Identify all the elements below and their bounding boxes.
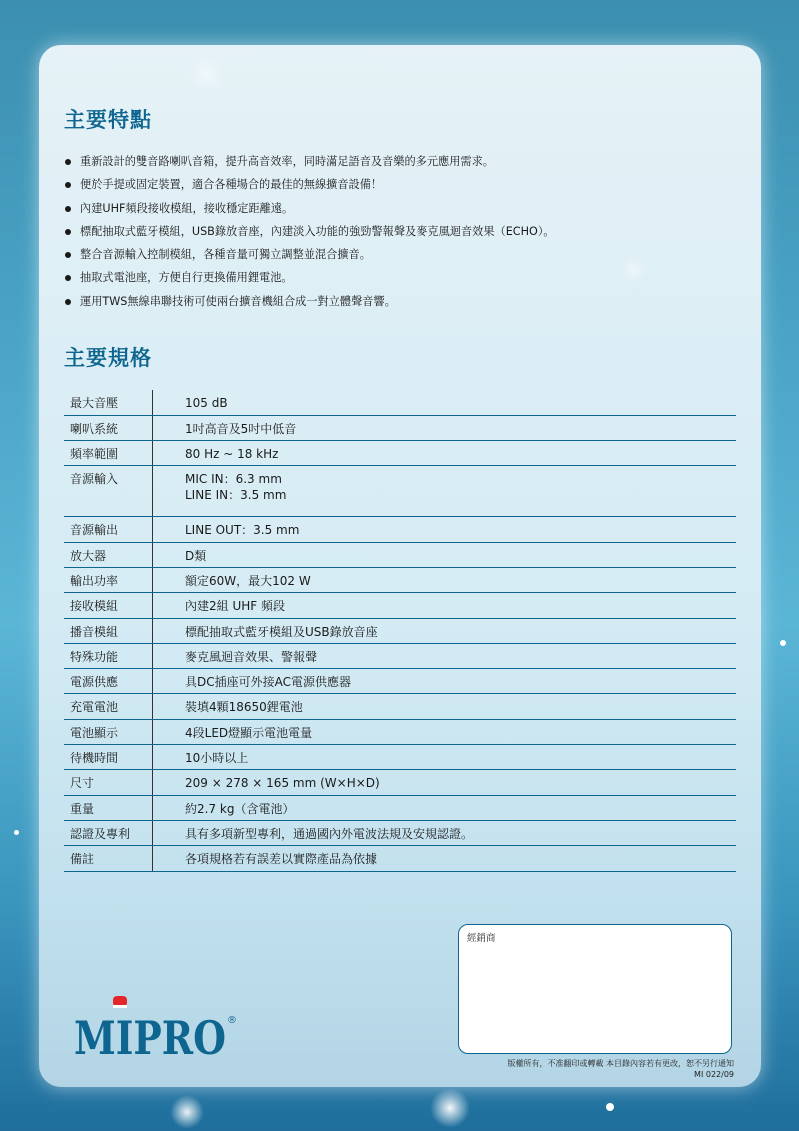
logo-registered-mark: ® [227, 1015, 237, 1026]
table-row [64, 517, 736, 542]
table-row [64, 669, 736, 694]
spec-label: 喇叭系統 [64, 415, 153, 440]
spec-value: 105 dB [153, 390, 737, 415]
spec-label: 尺寸 [64, 770, 153, 795]
spec-value: 具有多項新型專利，通過國內外電波法規及安規認證。 [153, 820, 737, 845]
spec-value: 額定60W，最大102 W [153, 567, 737, 592]
spec-value-line: MIC IN：6.3 mm [185, 472, 282, 487]
dealer-box [458, 924, 732, 1054]
spec-value: 1吋高音及5吋中低音 [153, 415, 737, 440]
table-row [64, 745, 736, 770]
table-row [64, 390, 736, 415]
features-list [64, 150, 744, 313]
spec-value: 約2.7 kg（含電池） [153, 795, 737, 820]
table-row [64, 820, 736, 845]
table-row [64, 441, 736, 466]
table-row [64, 770, 736, 795]
table-row [64, 643, 736, 668]
table-row [64, 795, 736, 820]
spec-value: 標配抽取式藍牙模組及USB錄放音座 [153, 618, 737, 643]
dealer-label: 經銷商 [467, 933, 496, 944]
table-row [64, 542, 736, 567]
spec-value: 10小時以上 [153, 745, 737, 770]
table-row [64, 593, 736, 618]
spec-label: 認證及專利 [64, 820, 153, 845]
spec-value-line: LINE IN：3.5 mm [185, 488, 287, 503]
mipro-logo [74, 996, 239, 1058]
spec-value: 209 × 278 × 165 mm (W×H×D) [153, 770, 737, 795]
spec-label: 電池顯示 [64, 719, 153, 744]
table-row [64, 415, 736, 440]
spec-value: 麥克風迴音效果、警報聲 [153, 643, 737, 668]
spec-value: LINE OUT：3.5 mm [153, 517, 737, 542]
spec-value: 80 Hz ~ 18 kHz [153, 441, 737, 466]
spec-label: 播音模組 [64, 618, 153, 643]
sparkle-decoration [780, 640, 786, 646]
feature-item: 抽取式電池座，方便自行更換備用鋰電池。 [64, 266, 744, 289]
spec-label: 輸出功率 [64, 567, 153, 592]
table-row [64, 719, 736, 744]
table-row [64, 618, 736, 643]
logo-text: MIPRO [74, 1011, 226, 1058]
features-heading: 主要特點 [64, 108, 152, 132]
feature-item: 標配抽取式藍牙模組，USB錄放音座，內建淡入功能的強勁警報聲及麥克風迴音效果（ECHO）。 [64, 220, 744, 243]
spec-table [64, 390, 736, 872]
spec-label: 接收模組 [64, 593, 153, 618]
copyright-notice: 版權所有，不准翻印或轉載 本目錄內容若有更改，恕不另行通知 [507, 1059, 734, 1068]
spec-label: 電源供應 [64, 669, 153, 694]
document-code: MI 022/09 [694, 1070, 734, 1079]
table-row [64, 567, 736, 592]
feature-item: 整合音源輸入控制模組，各種音量可獨立調整並混合擴音。 [64, 243, 744, 266]
spec-label: 音源輸入 [64, 466, 153, 517]
spec-value: 內建2組 UHF 頻段 [153, 593, 737, 618]
sparkle-decoration [14, 830, 19, 835]
spec-value [153, 466, 737, 517]
spec-value: 具DC插座可外接AC電源供應器 [153, 669, 737, 694]
specs-heading: 主要規格 [64, 346, 152, 370]
spec-label: 特殊功能 [64, 643, 153, 668]
spec-label: 頻率範圍 [64, 441, 153, 466]
table-row [64, 694, 736, 719]
feature-item: 便於手提或固定裝置，適合各種場合的最佳的無線擴音設備！ [64, 173, 744, 196]
sparkle-decoration [606, 1103, 614, 1111]
spec-value: 各項規格若有誤差以實際產品為依據 [153, 846, 737, 871]
feature-item: 重新設計的雙音路喇叭音箱，提升高音效率，同時滿足語音及音樂的多元應用需求。 [64, 150, 744, 173]
logo-red-cap-band [113, 1005, 127, 1008]
spec-value: 裝填4顆18650鋰電池 [153, 694, 737, 719]
feature-item: 運用TWS無線串聯技術可使兩台擴音機組合成一對立體聲音響。 [64, 290, 744, 313]
spec-label: 放大器 [64, 542, 153, 567]
spec-label: 待機時間 [64, 745, 153, 770]
spec-value: D類 [153, 542, 737, 567]
sparkle-decoration [430, 1088, 470, 1128]
spec-value: 4段LED燈顯示電池電量 [153, 719, 737, 744]
sparkle-decoration [170, 1095, 204, 1129]
feature-item: 內建UHF頻段接收模組，接收穩定距離遠。 [64, 197, 744, 220]
spec-label: 備註 [64, 846, 153, 871]
table-row [64, 846, 736, 871]
spec-label: 音源輸出 [64, 517, 153, 542]
spec-label: 重量 [64, 795, 153, 820]
table-row [64, 466, 736, 517]
spec-label: 最大音壓 [64, 390, 153, 415]
spec-label: 充電電池 [64, 694, 153, 719]
